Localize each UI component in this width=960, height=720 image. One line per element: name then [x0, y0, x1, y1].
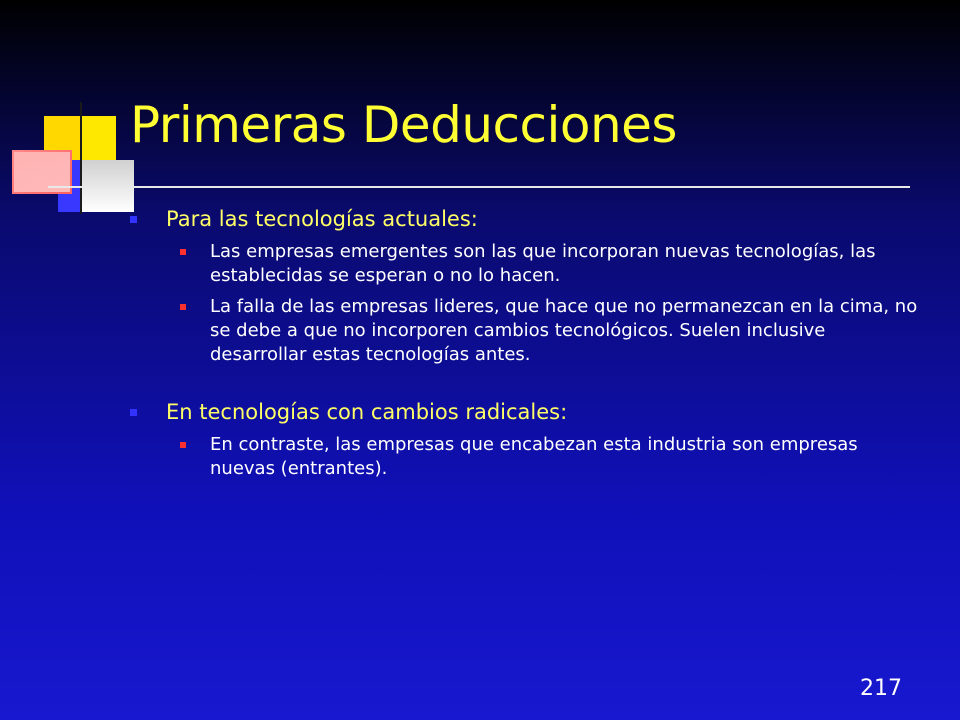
square-bullet-icon: [180, 249, 186, 255]
section-heading: [130, 397, 920, 427]
square-bullet-icon: [180, 442, 186, 448]
square-bullet-icon: [130, 216, 137, 223]
bullet-item: [130, 295, 920, 367]
title-underline: [48, 186, 910, 188]
section-heading-text: Para las tecnologías actuales:: [166, 207, 478, 231]
bullet-item-text: Las empresas emergentes son las que incorporan nuevas tecnologías, las establecidas se esperan o no lo hacen.: [210, 241, 876, 286]
bullet-item-text: La falla de las empresas lideres, que hace que no permanezcan en la cima, no se debe a que no incorporen cambios tecnológicos. Suelen inclusive desarrollar estas tecnologías antes.: [210, 296, 918, 365]
section-current-technologies: [130, 204, 920, 367]
section-heading-text: En tecnologías con cambios radicales:: [166, 400, 568, 424]
slide-title: Primeras Deducciones: [130, 96, 677, 154]
bullet-item: [130, 433, 920, 481]
section-radical-changes: [130, 397, 920, 481]
bullet-item: [130, 240, 920, 288]
page-number: 217: [860, 676, 902, 701]
decorative-vertical-line: [80, 102, 82, 214]
square-bullet-icon: [180, 304, 186, 310]
bullet-item-text: En contraste, las empresas que encabezan esta industria son empresas nuevas (entrantes).: [210, 434, 858, 479]
square-bullet-icon: [130, 409, 137, 416]
section-heading: [130, 204, 920, 234]
slide-body: [130, 204, 920, 481]
